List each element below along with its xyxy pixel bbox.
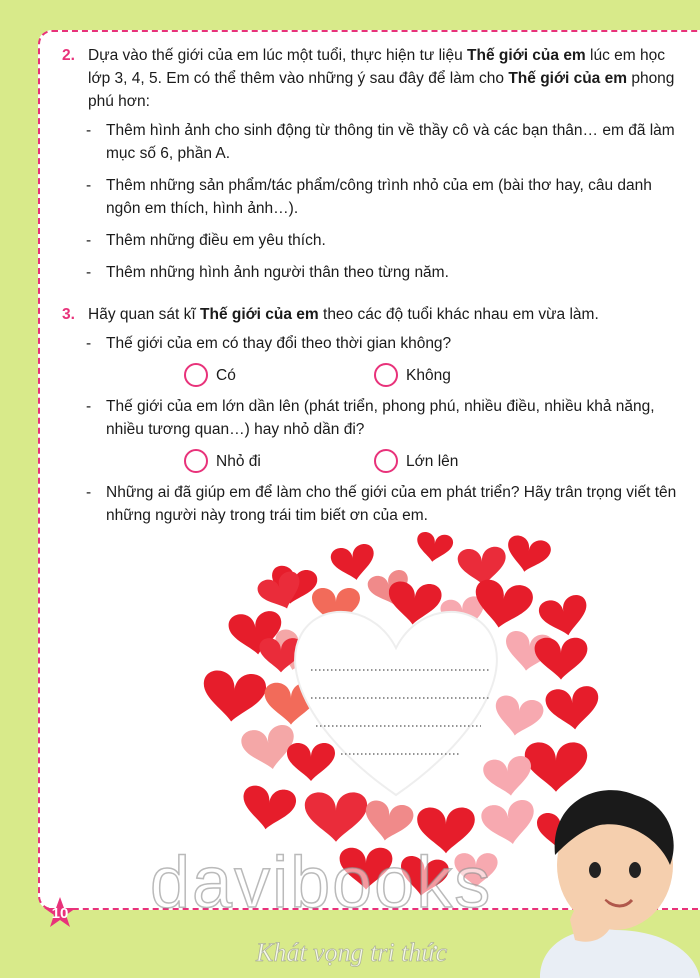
option-lon-len[interactable]: Lớn lên <box>374 449 564 473</box>
question-text: lúc em học lớp 3, 4, 5. Em có thể thêm vào những ý sau đây để làm cho <box>88 47 665 87</box>
question-text: Dựa vào thế giới của em lúc một tuổi, thực hiện tư liệu <box>88 47 468 64</box>
radio-circle-icon[interactable] <box>374 449 398 473</box>
option-nho-di[interactable]: Nhỏ đi <box>184 449 374 473</box>
list-item: - Những ai đã giúp em để làm cho thế giới của em phát triển? Hãy trân trọng viết tên những người này trong trái tim biết ơn của em. <box>86 484 677 524</box>
watermark-tagline: Khát vọng tri thức <box>256 938 448 967</box>
question-2 <box>62 44 686 113</box>
options-row-1 <box>66 361 686 389</box>
list-item: - Thêm những hình ảnh người thân theo từng năm. <box>86 264 449 281</box>
bold-term: Thế giới của em <box>200 306 319 323</box>
list-item: - Thêm những điều em yêu thích. <box>86 232 326 249</box>
question-number: 2. <box>62 47 75 64</box>
bold-term: Thế giới của em <box>508 70 628 87</box>
radio-circle-icon[interactable] <box>184 363 208 387</box>
list-item: - Thế giới của em có thay đổi theo thời gian không? <box>86 335 452 352</box>
options-row-2 <box>66 447 686 475</box>
radio-circle-icon[interactable] <box>184 449 208 473</box>
question-3-list <box>66 481 686 527</box>
question-text: phong phú hơn: <box>88 70 675 110</box>
list-item: - Thêm hình ảnh cho sinh động từ thông tin về thầy cô và các bạn thân… em đã làm mục số 6, phần A. <box>86 122 675 162</box>
question-3-list <box>66 332 686 355</box>
question-text: theo các độ tuổi khác nhau em vừa làm. <box>318 306 599 323</box>
question-3 <box>62 303 686 326</box>
question-2-list <box>66 119 686 284</box>
option-khong[interactable]: Không <box>374 363 564 387</box>
bold-term: Thế giới của em <box>467 47 586 64</box>
radio-circle-icon[interactable] <box>374 363 398 387</box>
list-item: - Thêm những sản phẩm/tác phẩm/công trình nhỏ của em (bài thơ hay, câu danh ngôn em thích, hình ảnh…). <box>86 177 652 217</box>
page-number: 10 <box>51 905 69 922</box>
question-3-list <box>66 395 686 441</box>
exercise-content <box>62 44 686 536</box>
boy-illustration <box>520 770 700 978</box>
option-co[interactable]: Có <box>184 363 374 387</box>
question-text: Hãy quan sát kĩ <box>88 306 201 323</box>
question-number: 3. <box>62 306 75 323</box>
watermark-brand: davibooks <box>150 843 493 923</box>
list-item: - Thế giới của em lớn dần lên (phát triển, phong phú, nhiều điều, nhiều khả năng, nhiều tương quan…) hay nhỏ dần đi? <box>86 398 655 438</box>
